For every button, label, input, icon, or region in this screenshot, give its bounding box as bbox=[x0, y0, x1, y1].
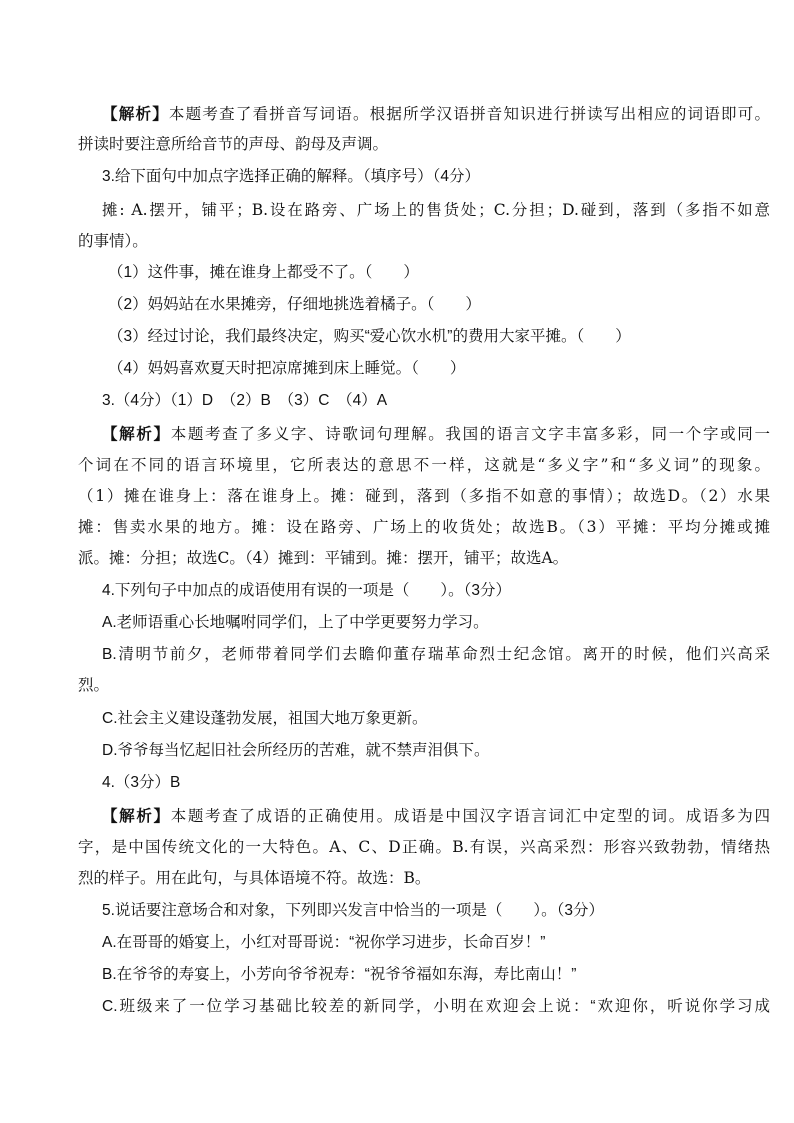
line-text: A.在哥哥的婚宴上，小红对哥哥说：“祝你学习进步，长命百岁！” bbox=[102, 934, 546, 951]
line-text: 拼读时要注意所给音节的声母、韵母及声调。 bbox=[78, 135, 389, 153]
line-text: 的事情）。 bbox=[78, 232, 148, 250]
line-text: B.在爷爷的寿宴上，小芳向爷爷祝寿：“祝爷爷福如东海，寿比南山！” bbox=[102, 966, 577, 983]
text-line bbox=[102, 708, 428, 730]
text-line bbox=[78, 867, 430, 889]
text-line bbox=[102, 423, 770, 445]
text-line bbox=[108, 358, 465, 380]
text-line bbox=[78, 516, 770, 538]
line-text: C.班级来了一位学习基础比较差的新同学，小明在欢迎会上说：“欢迎你，听说你学习成 bbox=[102, 998, 770, 1015]
text-line bbox=[102, 199, 770, 221]
text-line bbox=[102, 390, 387, 412]
line-text: 本题考查了成语的正确使用。成语是中国汉字语言词汇中定型的词。成语多为四 bbox=[170, 807, 770, 825]
line-text: 个词在不同的语言环境里，它所表达的意思不一样，这就是“多义字”和“多义词”的现象。 bbox=[78, 456, 770, 474]
line-text: （4）妈妈喜欢夏天时把凉席摊到床上睡觉。（ ） bbox=[108, 360, 466, 377]
line-text: 烈。 bbox=[78, 677, 110, 694]
text-line bbox=[108, 294, 481, 316]
line-text: 3.（4分）（1）D （2）B （3）C （4）A bbox=[102, 392, 388, 409]
analysis-label: 【解析】 bbox=[102, 424, 171, 443]
text-line bbox=[102, 964, 576, 986]
line-text: C.社会主义建设蓬勃发展，祖国大地万象更新。 bbox=[102, 710, 428, 727]
text-line bbox=[108, 326, 631, 348]
text-line bbox=[78, 454, 770, 476]
text-line bbox=[102, 996, 770, 1018]
text-line bbox=[102, 103, 770, 125]
text-line bbox=[78, 836, 770, 858]
line-text: 4.（3分）B bbox=[102, 774, 181, 791]
text-line bbox=[78, 133, 388, 155]
text-line bbox=[102, 580, 511, 602]
line-text: 摊: A.摆开，铺平；B.设在路旁、广场上的售货处；C.分担；D.碰到，落到（多指不如意 bbox=[102, 201, 770, 219]
text-line bbox=[108, 262, 419, 284]
analysis-label: 【解析】 bbox=[102, 104, 169, 123]
text-line bbox=[78, 230, 148, 252]
line-text: 本题考查了看拼音写词语。根据所学汉语拼音知识进行拼读写出相应的词语即可。 bbox=[168, 105, 770, 123]
line-text: A.老师语重心长地嘱咐同学们，上了中学更要努力学习。 bbox=[102, 614, 489, 631]
analysis-label: 【解析】 bbox=[102, 806, 171, 825]
line-text: （3）经过讨论，我们最终决定，购买“爱心饮水机”的费用大家平摊。（ ） bbox=[108, 328, 631, 345]
line-text: （1）摊在谁身上：落在谁身上。摊：碰到，落到（多指不如意的事情）；故选D。（2）水果 bbox=[78, 487, 770, 505]
line-text: 摊：售卖水果的地方。摊：设在路旁、广场上的收货处；故选B。（3）平摊：平均分摊或摊 bbox=[78, 518, 770, 536]
line-text: 3.给下面句中加点字选择正确的解释。（填序号）（4分） bbox=[102, 168, 481, 185]
line-text: 字，是中国传统文化的一大特色。A、C、D正确。B.有误，兴高采烈：形容兴致勃勃，情绪热 bbox=[78, 838, 770, 856]
text-line bbox=[102, 900, 604, 922]
text-line bbox=[102, 612, 489, 634]
line-text: 派。摊：分担；故选C。（4）摊到：平铺到。摊：摆开，铺平；故选A。 bbox=[78, 549, 569, 567]
text-line bbox=[102, 740, 490, 762]
line-text: 烈的样子。用在此句，与具体语境不符。故选：B。 bbox=[78, 869, 431, 887]
text-line bbox=[78, 675, 109, 697]
text-line bbox=[102, 166, 480, 188]
line-text: D.爷爷每当忆起旧社会所经历的苦难，就不禁声泪俱下。 bbox=[102, 742, 490, 759]
line-text: 本题考查了多义字、诗歌词句理解。我国的语言文字丰富多彩，同一个字或同一 bbox=[170, 425, 770, 443]
line-text: （1）这件事，摊在谁身上都受不了。（ ） bbox=[108, 264, 419, 281]
text-line bbox=[78, 547, 568, 569]
line-text: （2）妈妈站在水果摊旁，仔细地挑选着橘子。（ ） bbox=[108, 296, 481, 313]
line-text: B.清明节前夕，老师带着同学们去瞻仰董存瑞革命烈士纪念馆。离开的时候，他们兴高采 bbox=[102, 646, 770, 663]
text-line bbox=[78, 485, 770, 507]
text-line bbox=[102, 644, 770, 666]
line-text: 4.下列句子中加点的成语使用有误的一项是（ ）。（3分） bbox=[102, 582, 512, 599]
text-line bbox=[102, 805, 770, 827]
text-line bbox=[102, 932, 545, 954]
text-line bbox=[102, 772, 180, 794]
line-text: 5.说话要注意场合和对象，下列即兴发言中恰当的一项是（ ）。（3分） bbox=[102, 902, 605, 919]
